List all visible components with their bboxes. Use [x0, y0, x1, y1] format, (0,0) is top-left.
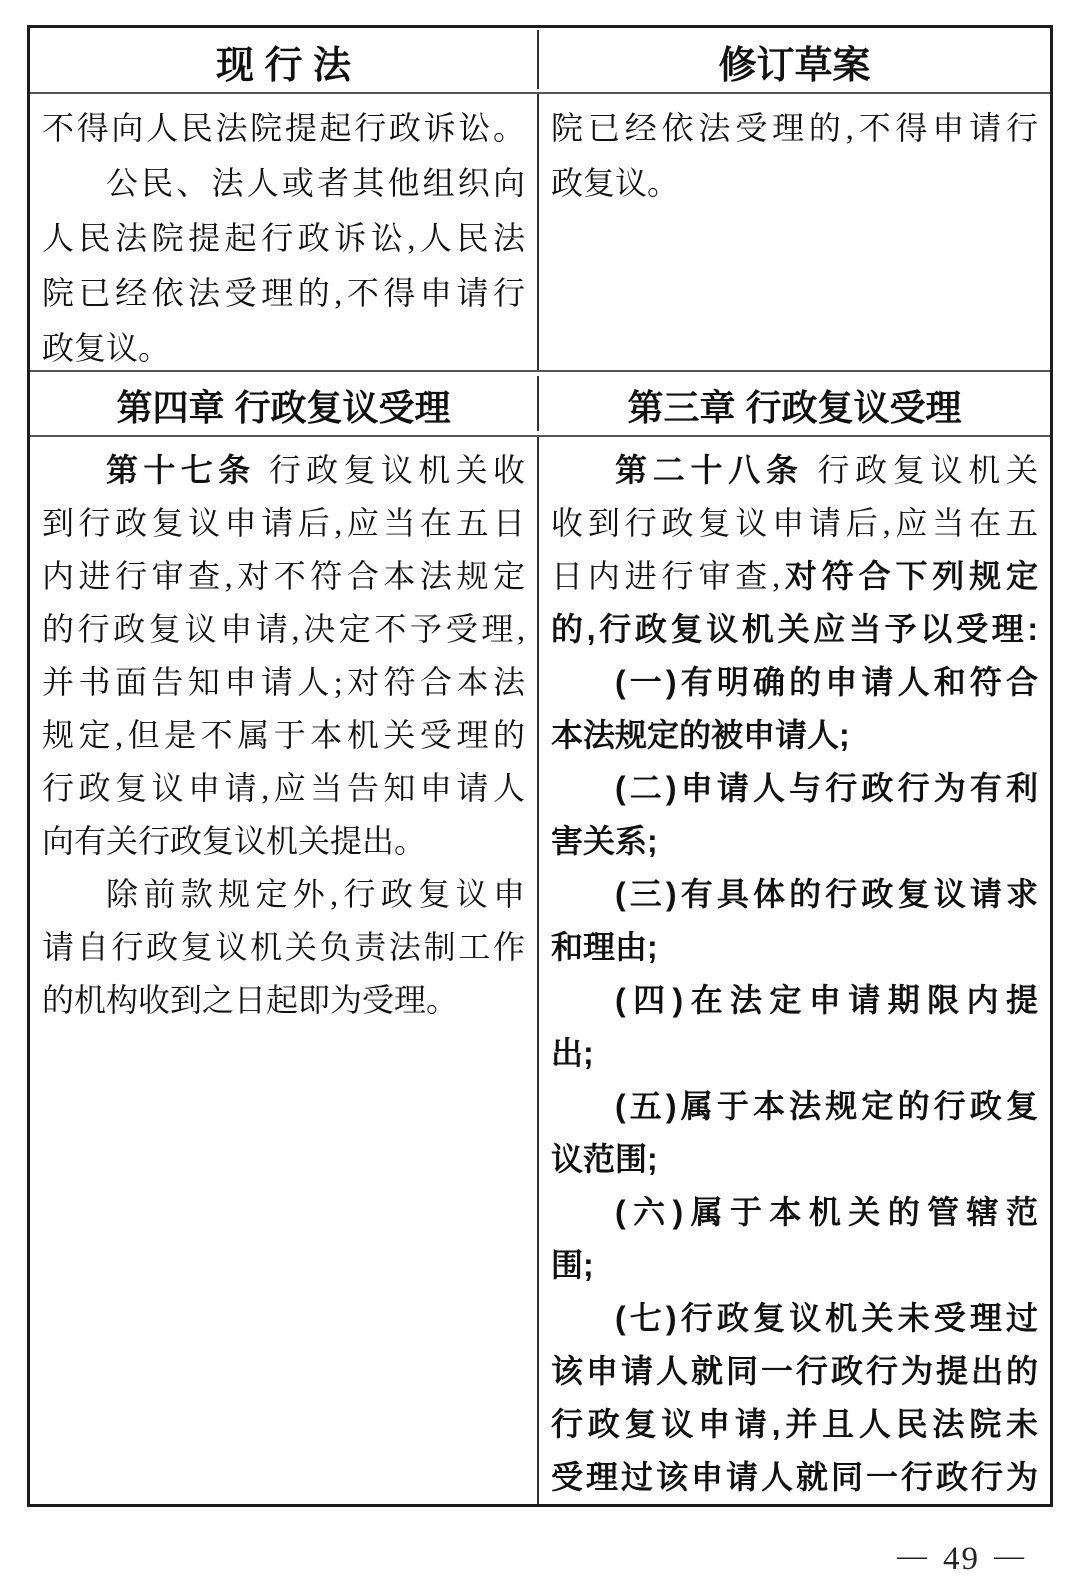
header-current-law: 现 行 法 [30, 30, 539, 89]
text-segment: 公民、法人或者其他组织向 [106, 164, 525, 201]
text-line [551, 550, 1038, 603]
text-line [551, 656, 1038, 709]
text-line [551, 603, 1038, 656]
text-segment: 的机构收到之日起即为受理。 [42, 982, 459, 1018]
text-segment: 除前款规定外,行政复议申 [106, 876, 525, 912]
bold-text-segment: 受理过该申请人就同一行政行为 [551, 1459, 1038, 1495]
text-line [42, 921, 525, 974]
text-line [42, 497, 525, 550]
text-segment: 政复议。 [42, 329, 171, 366]
bold-text-segment: 第十七条 [106, 452, 256, 488]
text-segment: 向有关行政复议机关提出。 [42, 823, 427, 859]
cell-current-law-carryover [30, 94, 539, 370]
text-segment: 政复议。 [551, 164, 680, 201]
text-line [42, 762, 525, 815]
bold-text-segment: (三)有具体的行政复议请求 [615, 876, 1038, 912]
bold-text-segment: 围; [551, 1247, 594, 1283]
text-line [551, 1186, 1038, 1239]
text-line [551, 1345, 1038, 1398]
header-revision-draft: 修订草案 [718, 45, 871, 88]
bold-text-segment: 第二十八条 [615, 452, 804, 488]
text-line [551, 974, 1038, 1027]
text-line [551, 1451, 1038, 1504]
bold-text-segment: (七)行政复议机关未受理过 [615, 1300, 1038, 1336]
text-segment: 到行政复议申请后,应当在五日 [42, 505, 525, 541]
text-line [42, 974, 525, 1027]
text-segment: 收到行政复议申请后,应当在五 [551, 505, 1038, 541]
text-segment: 并书面告知申请人;对符合本法 [42, 664, 525, 700]
text-line [42, 266, 525, 321]
text-line [551, 101, 1038, 156]
text-line [42, 321, 525, 370]
table-row [30, 435, 1050, 1504]
text-segment: 规定,但是不属于本机关受理的 [42, 717, 525, 753]
cell-article-17 [30, 437, 539, 1504]
cell-article-28 [539, 437, 1050, 1504]
text-segment: 内进行审查,对不符合本法规定 [42, 558, 525, 594]
text-segment: 院已经依法受理的,不得申请行 [551, 109, 1038, 146]
bold-text-segment: 行政复议申请,并且人民法院未 [551, 1406, 1038, 1442]
bold-text-segment: (一)有明确的申请人和符合 [615, 664, 1038, 700]
bold-text-segment: 议范围; [551, 1141, 658, 1177]
text-segment: 人民法院提起行政诉讼,人民法 [42, 219, 525, 256]
bold-text-segment: 该申请人就同一行政行为提出的 [551, 1353, 1038, 1389]
text-line [42, 656, 525, 709]
text-segment: 院已经依法受理的,不得申请行 [42, 274, 525, 311]
text-line [42, 868, 525, 921]
text-line [551, 497, 1038, 550]
text-line [551, 709, 1038, 762]
chapter-heading-revision-draft: 第三章 行政复议受理 [627, 386, 962, 428]
bold-text-segment: 本法规定的被申请人; [551, 717, 850, 753]
text-segment: 请自行政复议机关负责法制工作 [42, 929, 525, 965]
text-line [42, 101, 525, 156]
page-footer [883, 1541, 1040, 1578]
text-line [551, 1239, 1038, 1292]
bold-text-segment: 的,行政复议机关应当予以受理: [551, 611, 1038, 647]
text-line [551, 444, 1038, 497]
text-segment: 行政复议机关 [803, 452, 1038, 488]
text-line [42, 815, 525, 868]
text-line [551, 762, 1038, 815]
text-line [551, 815, 1038, 868]
chapter-heading-current-law: 第四章 行政复议受理 [30, 376, 539, 431]
text-line [551, 1133, 1038, 1186]
table-row [30, 92, 1050, 370]
text-segment: 不得向人民法院提起行政诉讼。 [42, 109, 525, 146]
text-segment: 的行政复议申请,决定不予受理, [42, 611, 525, 647]
bold-text-segment: 对符合下列规定 [780, 558, 1038, 594]
bold-text-segment: 出; [551, 1035, 594, 1071]
comparison-table [27, 25, 1053, 1507]
text-line [42, 156, 525, 211]
text-segment: 行政复议机关收 [255, 452, 525, 488]
text-segment: 行政复议申请,应当告知申请人 [42, 770, 525, 806]
page-number: 49 [943, 1541, 980, 1577]
text-segment: 日内进行审查, [551, 558, 781, 594]
text-line [551, 1027, 1038, 1080]
text-line [42, 550, 525, 603]
text-line [551, 1080, 1038, 1133]
bold-text-segment: (四)在法定申请期限内提 [615, 982, 1038, 1018]
text-line [42, 444, 525, 497]
text-line [551, 921, 1038, 974]
cell-revision-draft-carryover [539, 94, 1050, 370]
text-line [551, 868, 1038, 921]
footer-dash-left: — [897, 1539, 929, 1572]
footer-dash-right: — [994, 1539, 1026, 1572]
bold-text-segment: 和理由; [551, 929, 658, 965]
bold-text-segment: (五)属于本法规定的行政复 [615, 1088, 1038, 1124]
text-line [42, 603, 525, 656]
text-line [551, 156, 1038, 211]
text-line [42, 211, 525, 266]
bold-text-segment: (六)属于本机关的管辖范 [615, 1194, 1038, 1230]
table-header-row [30, 28, 1050, 92]
text-line [42, 709, 525, 762]
chapter-heading-row [30, 370, 1050, 436]
bold-text-segment: (二)申请人与行政行为有利 [615, 770, 1038, 806]
text-line [551, 1292, 1038, 1345]
bold-text-segment: 害关系; [551, 823, 658, 859]
text-line [551, 1398, 1038, 1451]
